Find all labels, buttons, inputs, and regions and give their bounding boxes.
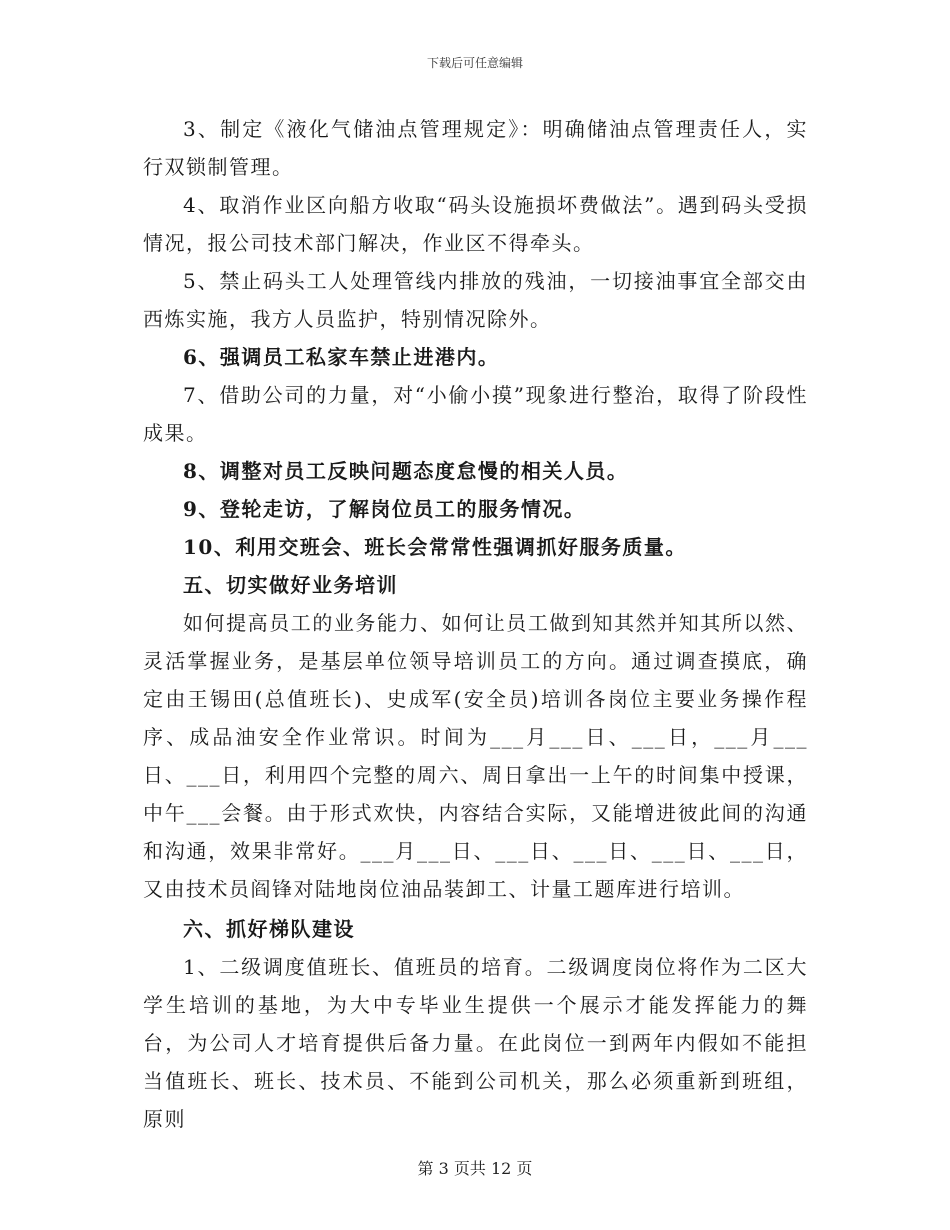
paragraph-item-9: 9、登轮走访，了解岗位员工的服务情况。 (183, 497, 586, 521)
paragraph-item-7: 7、借助公司的力量，对“小偷小摸”现象进行整治，取得了阶段性成果。 (143, 383, 808, 445)
section-heading-team: 六、抓好梯队建设 (183, 917, 355, 941)
page-number: 第 3 页共 12 页 (417, 1159, 533, 1178)
paragraph-team-1: 1、二级调度值班长、值班员的培育。二级调度岗位将作为二区大学生培训的基地，为大中专毕业生提供一个展示才能发挥能力的舞台，为公司人才培育提供后备力量。在此岗位一到两年内假如不能担当值班长、班长、技术员、不能到公司机关，那么必须重新到班组，原则 (143, 955, 808, 1131)
paragraph-item-5: 5、禁止码头工人处理管线内排放的残油，一切接油事宜全部交由西炼实施，我方人员监护，特别情况除外。 (143, 269, 808, 331)
paragraph-item-4: 4、取消作业区向船方收取“码头设施损坏费做法”。遇到码头受损情况，报公司技术部门解决，作业区不得牵头。 (143, 193, 808, 255)
paragraph-item-3: 3、制定《液化气储油点管理规定》：明确储油点管理责任人，实行双锁制管理。 (143, 117, 808, 179)
section-heading-training: 五、切实做好业务培训 (183, 573, 398, 597)
paragraph-item-8: 8、调整对员工反映问题态度怠慢的相关人员。 (183, 459, 629, 483)
page-header-note: 下载后可任意编辑 (426, 56, 523, 70)
paragraph-item-10: 10、利用交班会、班长会常常性强调抓好服务质量。 (183, 535, 687, 559)
paragraph-training: 如何提高员工的业务能力、如何让员工做到知其然并知其所以然、灵活掌握业务，是基层单位领导培训员工的方向。通过调查摸底，确定由王锡田(总值班长)、史成军(安全员)培训各岗位主要业务操作程序、成品油安全作业常识。时间为___月___日、___日，___月___日、___日，利用四个完整的周六、周日拿出一上午的时间集中授课，中午___会餐。由于形式欢快，内容结合实际，又能增进彼此间的沟通和沟通，效果非常好。___月___日、___日、___日、___日、___日，又由技术员阎锋对陆地岗位油品装卸工、计量工题库进行培训。 (143, 611, 808, 901)
document-body (143, 110, 808, 1138)
paragraph-item-6: 6、强调员工私家车禁止进港内。 (183, 345, 500, 369)
